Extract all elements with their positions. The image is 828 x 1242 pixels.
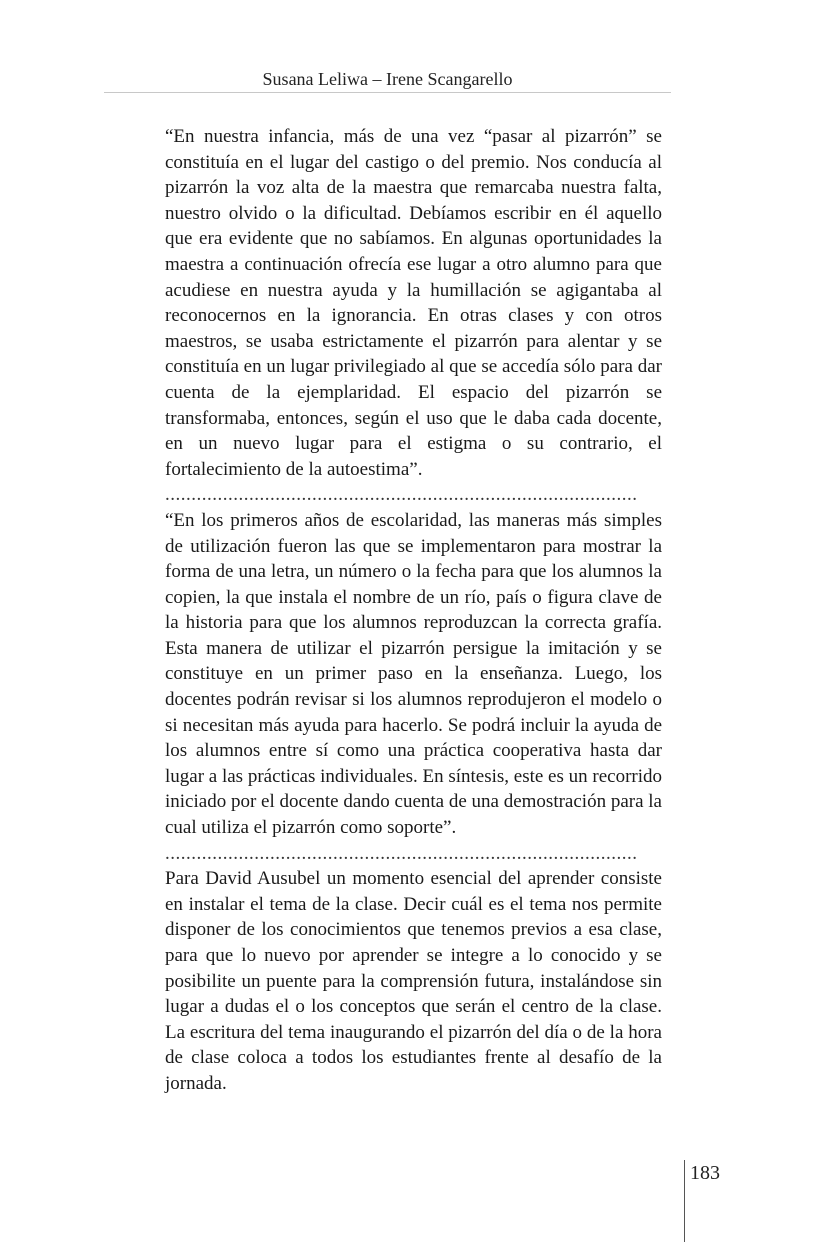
header-rule <box>104 92 671 93</box>
dotted-separator: .......................................................................................... <box>165 842 638 864</box>
body-paragraph: Para David Ausubel un momento esencial del aprender consiste en instalar el tema de la clase. Decir cuál es el tema nos permite disponer de los conocimientos que tenemos previos a esa clase, para que lo nuevo por aprender se integre a lo conocido y se posibilite un puente para la comprensión futura, instalándose sin lugar a dudas el o los conceptos que serán el centro de la clase. La escritura del tema inaugurando el pizarrón del día o de la hora de clase coloca a todos los estudiantes frente al desafío de la jornada. <box>165 868 662 1094</box>
dotted-separator: .......................................................................................... <box>165 484 638 506</box>
page-number-rule <box>684 1160 685 1242</box>
page-body <box>165 124 662 1097</box>
running-header: Susana Leliwa – Irene Scangarello <box>262 69 513 89</box>
page-number: 183 <box>690 1162 720 1184</box>
quote-paragraph-2: “En los primeros años de escolaridad, las maneras más simples de utilización fueron las que se implementaron para mostrar la forma de una letra, un número o la fecha para que los alumnos la copien, la que instala el nombre de un río, país o figura clave de la historia para que los alumnos reproduzcan la correcta grafía. Esta manera de utilizar el pizarrón persigue la imitación y se constituye en un primer paso en la enseñanza. Luego, los docentes podrán revisar si los alumnos reprodujeron el modelo o si necesitan más ayuda para hacerlo. Se podrá incluir la ayuda de los alumnos entre sí como una práctica cooperativa hasta dar lugar a las prácticas individuales. En síntesis, este es un recorrido iniciado por el docente dando cuenta de una demostración para la cual utiliza el pizarrón como soporte”. <box>165 509 663 839</box>
quote-paragraph-1: “En nuestra infancia, más de una vez “pasar al pizarrón” se constituía en el lugar del castigo o del premio. Nos conducía al pizarrón la voz alta de la maestra que remarcaba nuestra falta, nuestro olvido o la dificultad. Debíamos escribir en él aquello que era evidente que no sabíamos. En algunas oportunidades la maestra a continuación ofrecía ese lugar a otro alumno para que acudiese en nuestra ayuda y la humillación se agigantaba al reconocernos en la ignorancia. En otras clases y con otros maestros, se usaba estrictamente el pizarrón para alentar y se constituía en un lugar privilegiado al que se accedía sólo para dar cuenta de la ejemplaridad. El espacio del pizarrón se transformaba, entonces, según el uso que le daba cada docente, en un nuevo lugar para el estigma o su contrario, el fortalecimiento de la autoestima”. <box>165 126 662 480</box>
